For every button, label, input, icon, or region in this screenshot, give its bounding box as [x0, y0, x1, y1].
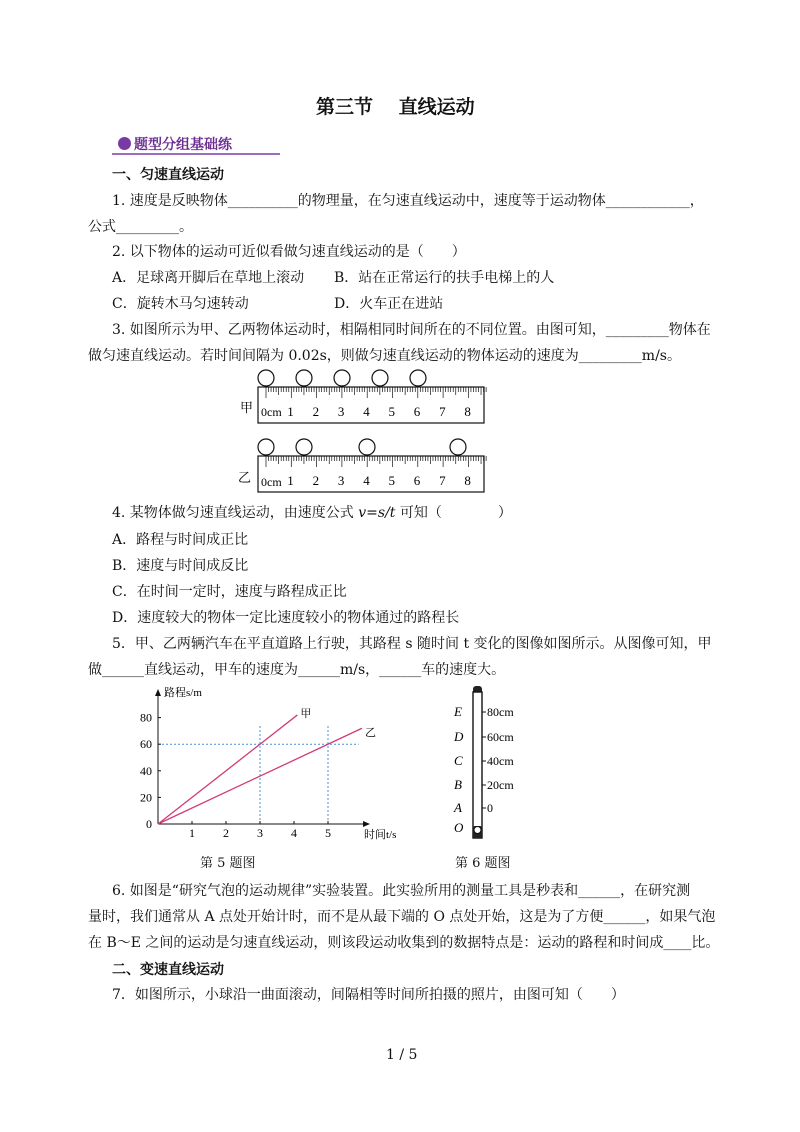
banner-label: 题型分组基础练	[134, 137, 232, 153]
banner-underline	[112, 153, 280, 155]
x-tick-label: 5	[325, 826, 331, 840]
ruler-jia-number: 4	[363, 404, 370, 419]
q1-line2: 公式_________。	[88, 219, 193, 235]
ruler-yi-number: 7	[439, 473, 446, 488]
q2-option-d: D．火车正在进站	[334, 296, 444, 312]
bubble-tube-figure	[444, 684, 534, 844]
tube-body	[473, 692, 482, 838]
q4-stem	[112, 504, 512, 522]
bullet-icon	[118, 137, 131, 150]
ruler-yi-number: 1	[287, 473, 294, 488]
tube-point-O: O	[454, 820, 464, 835]
ruler-yi	[238, 439, 486, 492]
tube-point-C: C	[454, 753, 463, 768]
q4-stem-suffix: 可知（ ）	[399, 505, 512, 521]
bubble	[474, 827, 481, 834]
tube-point-E: E	[454, 704, 462, 719]
y-tick-label: 80	[140, 710, 152, 725]
q4-stem-prefix: 4. 某物体做匀速直线运动，由速度公式	[112, 505, 354, 521]
tube-point-D: D	[454, 729, 464, 744]
ruler-jia-number: 1	[287, 404, 294, 419]
section-heading-1: 一、匀速直线运动	[112, 167, 224, 183]
ball-yi-2	[296, 439, 312, 455]
ruler-jia-zero: 0cm	[261, 405, 282, 419]
y-axis-title: 路程s/m	[164, 687, 202, 699]
figure-5-caption: 第 5 题图	[200, 856, 256, 871]
y-tick-label: 60	[140, 737, 152, 752]
y-axis-arrow	[155, 689, 161, 696]
ruler-yi-number: 8	[464, 473, 471, 488]
ruler-yi-number: 2	[312, 473, 320, 488]
q6-line2: 量时，我们通常从 A 点处开始计时，而不是从最下端的 O 点处开始，这是为了方便______，如果气泡	[88, 909, 716, 925]
section-banner	[112, 133, 282, 155]
y-tick-label: 20	[140, 790, 152, 805]
x-tick-label: 3	[257, 826, 263, 840]
ball-jia-1	[258, 370, 274, 386]
x-tick-label: 2	[223, 826, 229, 840]
ruler-jia-number: 3	[337, 404, 345, 419]
ruler-yi-number: 3	[337, 473, 345, 488]
ruler-jia-number: 5	[388, 404, 395, 419]
tube-scale-label: 20cm	[487, 778, 514, 792]
q2-option-b: B．站在正常运行的扶手电梯上的人	[334, 270, 555, 286]
x-tick-label: 4	[291, 826, 297, 840]
x-axis-title: 时间t/s	[364, 829, 397, 841]
ruler-yi-number: 5	[388, 473, 395, 488]
ruler-figure	[230, 366, 490, 496]
ball-yi-1	[258, 439, 274, 455]
q2-option-a: A．足球离开脚后在草地上滚动	[112, 270, 305, 286]
q5-line1: 5．甲、乙两辆汽车在平直道路上行驶，其路程 s 随时间 t 变化的图像如图所示。从图像可知，甲	[112, 636, 712, 652]
x-tick-label: 1	[189, 826, 195, 840]
ruler-yi-label: 乙	[238, 470, 252, 485]
ruler-jia	[240, 370, 486, 423]
ball-yi-3	[359, 439, 375, 455]
series-label-yi: 乙	[365, 727, 376, 740]
q4-formula: v=s/t	[358, 505, 396, 521]
q1-line1: 1. 速度是反映物体__________的物理量，在匀速直线运动中，速度等于运动物体____________，	[112, 193, 704, 209]
ball-jia-3	[334, 370, 350, 386]
ball-jia-4	[372, 370, 388, 386]
ruler-jia-number: 2	[312, 404, 320, 419]
y-tick-label: 40	[140, 763, 152, 778]
distance-time-chart	[128, 684, 418, 844]
page-number: 1 / 5	[386, 1047, 418, 1063]
q5-line2: 做______直线运动，甲车的速度为______m/s，______车的速度大。	[88, 662, 506, 678]
ruler-jia-label: 甲	[240, 400, 254, 415]
ball-yi-4	[450, 439, 466, 455]
ruler-jia-number: 6	[413, 404, 421, 419]
ruler-yi-number: 6	[413, 473, 421, 488]
series-label-jia: 甲	[300, 707, 312, 720]
q6-line1: 6. 如图是“研究气泡的运动规律”实验装置。此实验所用的测量工具是秒表和______，在研究测	[112, 883, 691, 899]
ruler-yi-zero: 0cm	[261, 475, 282, 489]
q7-stem: 7．如图所示，小球沿一曲面滚动，间隔相等时间所拍摄的照片，由图可知（ ）	[112, 987, 625, 1003]
tube-point-A: A	[454, 800, 462, 815]
ruler-jia-number: 8	[464, 404, 471, 419]
tube-scale-label: 60cm	[487, 730, 514, 744]
tube-point-B: B	[454, 777, 462, 792]
ruler-yi-number: 4	[363, 473, 370, 488]
tube-scale-label: 40cm	[487, 754, 514, 768]
q3-line1: 3. 如图所示为甲、乙两物体运动时，相隔相同时间所在的不同位置。由图可知，_________物体在	[112, 322, 711, 338]
tube-scale-label: 80cm	[487, 705, 514, 719]
q4-option-a: A．路程与时间成正比	[112, 532, 249, 548]
tube-scale-label: 0	[487, 801, 493, 815]
section-heading-2: 二、变速直线运动	[112, 962, 224, 978]
q4-option-b: B．速度与时间成反比	[112, 558, 249, 574]
page-title: 第三节 直线运动	[316, 96, 475, 118]
ball-jia-5	[410, 370, 426, 386]
q3-line2: 做匀速直线运动。若时间间隔为 0.02s，则做匀速直线运动的物体运动的速度为_________m/s。	[88, 348, 681, 364]
ruler-jia-number: 7	[439, 404, 446, 419]
ball-jia-2	[296, 370, 312, 386]
q4-option-c: C．在时间一定时，速度与路程成正比	[112, 584, 347, 600]
q2-stem: 2. 以下物体的运动可近似看做匀速直线运动的是（ ）	[112, 244, 466, 260]
series-line-jia	[158, 715, 297, 824]
origin-label: 0	[146, 817, 152, 831]
q2-option-c: C．旋转木马匀速转动	[112, 296, 249, 312]
q6-line3: 在 B～E 之间的运动是匀速直线运动，则该段运动收集到的数据特点是：运动的路程和时间成____比。	[88, 935, 720, 951]
figure-6-caption: 第 6 题图	[455, 856, 511, 871]
q4-option-d: D．速度较大的物体一定比速度较小的物体通过的路程长	[112, 610, 460, 626]
x-axis-arrow	[363, 821, 370, 827]
